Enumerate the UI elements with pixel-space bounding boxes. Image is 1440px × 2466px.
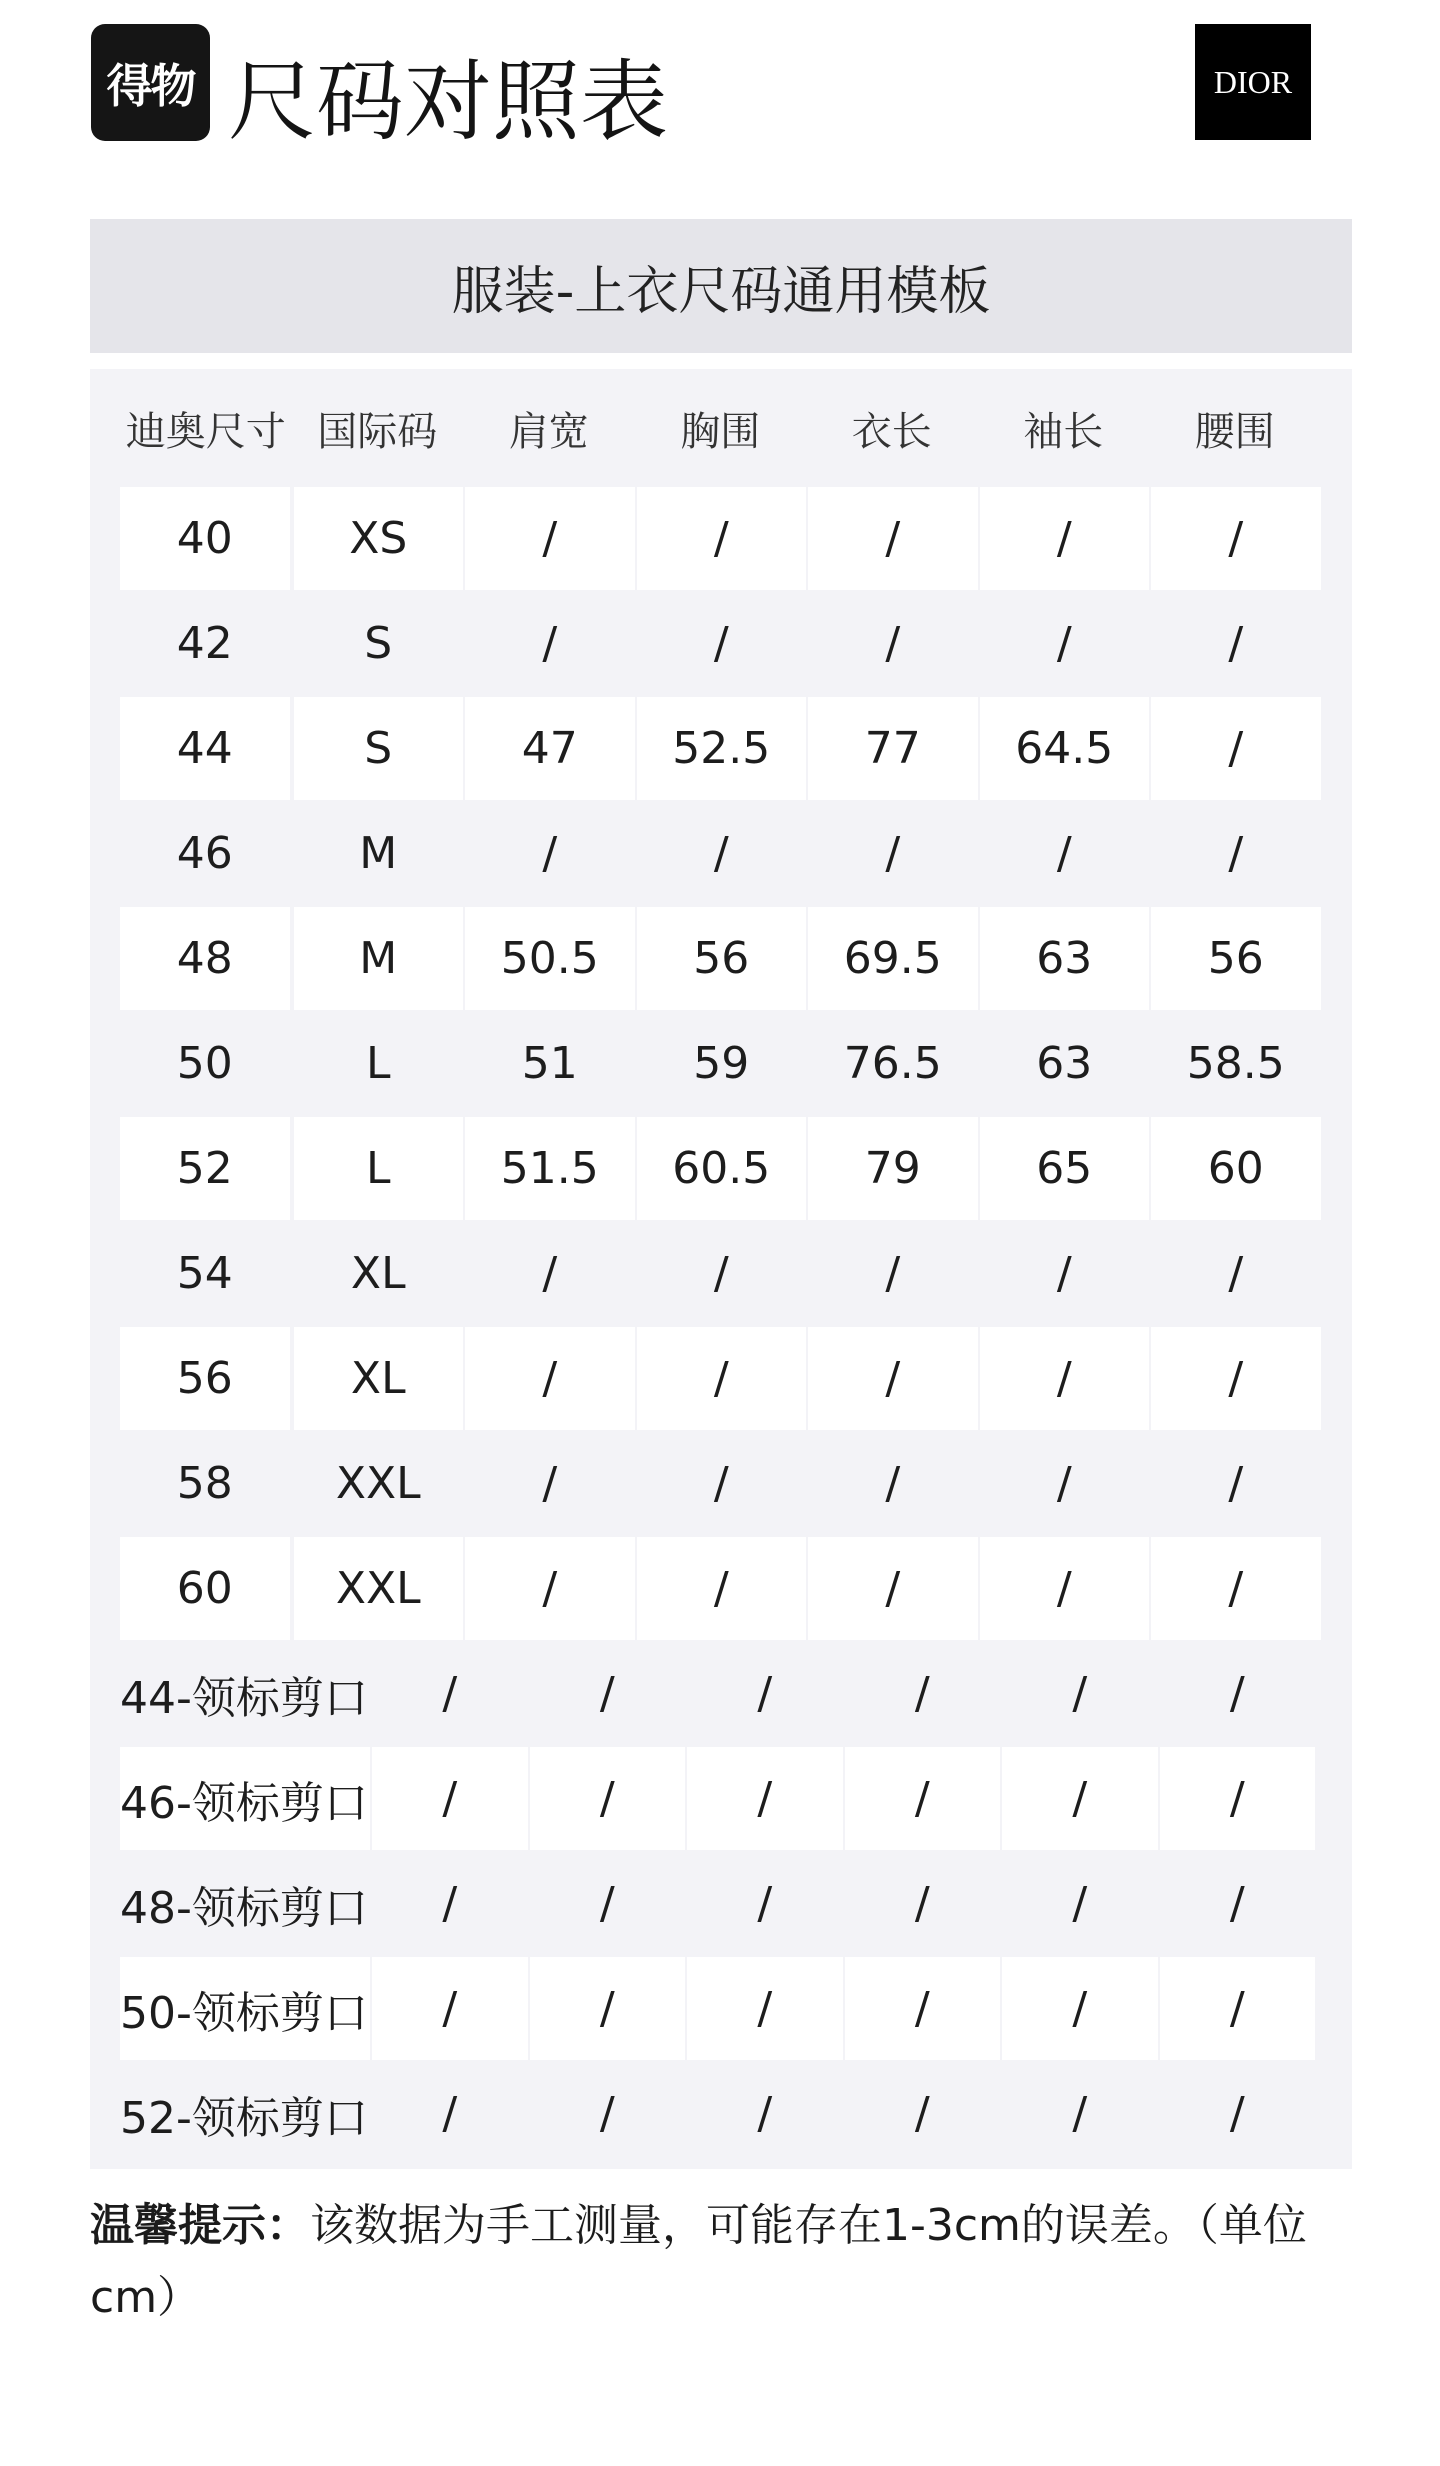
column-header: 衣长 bbox=[851, 408, 932, 455]
table-cell: 51 bbox=[521, 1038, 578, 1089]
table-cell: / bbox=[885, 618, 901, 669]
column-header: 袖长 bbox=[1023, 408, 1104, 455]
row-label-cell: 48-领标剪口 bbox=[120, 1882, 368, 1934]
table-cell: / bbox=[757, 1878, 773, 1929]
table-cell: / bbox=[465, 1537, 635, 1640]
table-cell: 50.5 bbox=[465, 907, 635, 1010]
table-cell: / bbox=[885, 828, 901, 879]
table-cell: M bbox=[359, 828, 398, 879]
app-logo: 得物 bbox=[91, 24, 210, 141]
row-size-cell: 54 bbox=[176, 1248, 233, 1299]
row-label-cell: 46-领标剪口 bbox=[120, 1747, 370, 1850]
table-cell: / bbox=[885, 1458, 901, 1509]
table-cell: / bbox=[713, 1458, 729, 1509]
table-cell: / bbox=[465, 487, 635, 590]
table-cell: / bbox=[599, 2088, 615, 2139]
table-cell: / bbox=[1160, 1747, 1316, 1850]
table-cell: S bbox=[294, 697, 464, 800]
table-cell: / bbox=[372, 1957, 528, 2060]
table-cell: 60.5 bbox=[637, 1117, 807, 1220]
table-cell: 79 bbox=[808, 1117, 978, 1220]
table-cell: / bbox=[1072, 2088, 1088, 2139]
table-cell: / bbox=[1056, 828, 1072, 879]
table-cell: / bbox=[1056, 1248, 1072, 1299]
table-cell: XXL bbox=[294, 1537, 464, 1640]
table-cell: 60 bbox=[1151, 1117, 1321, 1220]
table-cell: XS bbox=[294, 487, 464, 590]
table-cell: 77 bbox=[808, 697, 978, 800]
table-cell: 56 bbox=[1151, 907, 1321, 1010]
table-cell: / bbox=[1228, 828, 1244, 879]
table-cell: 63 bbox=[1036, 1038, 1093, 1089]
table-cell: / bbox=[530, 1747, 686, 1850]
table-cell: 58.5 bbox=[1186, 1038, 1285, 1089]
table-cell: / bbox=[1229, 1878, 1245, 1929]
row-size-cell: 40 bbox=[120, 487, 290, 590]
table-cell: / bbox=[713, 618, 729, 669]
table-cell: XL bbox=[294, 1327, 464, 1430]
table-cell: M bbox=[294, 907, 464, 1010]
table-cell: / bbox=[845, 1957, 1001, 2060]
table-cell: / bbox=[599, 1668, 615, 1719]
table-cell: / bbox=[1229, 2088, 1245, 2139]
table-cell: / bbox=[757, 1668, 773, 1719]
table-cell: / bbox=[637, 1327, 807, 1430]
row-size-cell: 52 bbox=[120, 1117, 290, 1220]
table-cell: / bbox=[1151, 1327, 1321, 1430]
table-cell: XXL bbox=[335, 1458, 421, 1509]
table-cell: / bbox=[1160, 1957, 1316, 2060]
tip-text: 该数据为手工测量，可能存在1-3cm的误差。（单位cm） bbox=[90, 2200, 1307, 2323]
table-cell: / bbox=[542, 1248, 558, 1299]
table-cell: XL bbox=[350, 1248, 406, 1299]
table-cell: 69.5 bbox=[808, 907, 978, 1010]
table-cell: / bbox=[637, 487, 807, 590]
row-label-cell: 44-领标剪口 bbox=[120, 1672, 368, 1724]
table-cell: / bbox=[542, 618, 558, 669]
table-cell: / bbox=[808, 487, 978, 590]
table-cell: / bbox=[914, 1668, 930, 1719]
table-cell: 51.5 bbox=[465, 1117, 635, 1220]
template-title: 服装-上衣尺码通用模板 bbox=[90, 219, 1352, 353]
table-cell: / bbox=[1229, 1668, 1245, 1719]
table-cell: / bbox=[885, 1248, 901, 1299]
table-cell: 59 bbox=[693, 1038, 750, 1089]
table-cell: / bbox=[1002, 1957, 1158, 2060]
table-cell: / bbox=[687, 1957, 843, 2060]
table-cell: / bbox=[599, 1878, 615, 1929]
row-size-cell: 42 bbox=[176, 618, 233, 669]
table-cell: / bbox=[442, 2088, 458, 2139]
table-cell: / bbox=[1228, 618, 1244, 669]
row-size-cell: 50 bbox=[176, 1038, 233, 1089]
row-size-cell: 44 bbox=[120, 697, 290, 800]
row-size-cell: 46 bbox=[176, 828, 233, 879]
table-cell: / bbox=[1056, 1458, 1072, 1509]
table-cell: L bbox=[294, 1117, 464, 1220]
page-title: 尺码对照表 bbox=[228, 50, 669, 153]
table-cell: / bbox=[442, 1668, 458, 1719]
column-header: 胸围 bbox=[680, 408, 761, 455]
tip-note bbox=[90, 2190, 1380, 2334]
table-cell: / bbox=[687, 1747, 843, 1850]
table-cell: / bbox=[980, 1537, 1150, 1640]
table-cell: 56 bbox=[637, 907, 807, 1010]
column-header: 国际码 bbox=[317, 408, 438, 455]
table-cell: 64.5 bbox=[980, 697, 1150, 800]
table-cell: / bbox=[465, 1327, 635, 1430]
table-cell: / bbox=[1151, 1537, 1321, 1640]
tip-label: 温馨提示： bbox=[90, 2200, 310, 2251]
table-cell: / bbox=[1056, 618, 1072, 669]
table-cell: 47 bbox=[465, 697, 635, 800]
brand-logo: DIOR bbox=[1195, 24, 1311, 140]
table-cell: / bbox=[980, 487, 1150, 590]
table-cell: / bbox=[845, 1747, 1001, 1850]
row-size-cell: 56 bbox=[120, 1327, 290, 1430]
table-cell: / bbox=[1151, 487, 1321, 590]
table-cell: / bbox=[808, 1327, 978, 1430]
table-cell: / bbox=[530, 1957, 686, 2060]
table-cell: / bbox=[713, 828, 729, 879]
table-cell: / bbox=[1151, 697, 1321, 800]
column-header: 腰围 bbox=[1194, 408, 1275, 455]
table-cell: / bbox=[808, 1537, 978, 1640]
table-cell: / bbox=[914, 1878, 930, 1929]
row-size-cell: 48 bbox=[120, 907, 290, 1010]
table-cell: 63 bbox=[980, 907, 1150, 1010]
table-cell: L bbox=[365, 1038, 391, 1089]
table-cell: / bbox=[1072, 1668, 1088, 1719]
table-cell: / bbox=[637, 1537, 807, 1640]
table-cell: / bbox=[1072, 1878, 1088, 1929]
column-header: 肩宽 bbox=[508, 408, 589, 455]
row-label-cell: 50-领标剪口 bbox=[120, 1957, 370, 2060]
table-cell: 52.5 bbox=[637, 697, 807, 800]
row-size-cell: 60 bbox=[120, 1537, 290, 1640]
table-cell: / bbox=[1228, 1458, 1244, 1509]
size-table bbox=[90, 369, 1352, 2169]
column-header: 迪奥尺寸 bbox=[125, 408, 286, 455]
table-cell: / bbox=[372, 1747, 528, 1850]
table-cell: / bbox=[542, 828, 558, 879]
table-cell: / bbox=[980, 1327, 1150, 1430]
table-cell: 65 bbox=[980, 1117, 1150, 1220]
row-label-cell: 52-领标剪口 bbox=[120, 2092, 368, 2144]
table-cell: / bbox=[442, 1878, 458, 1929]
table-cell: / bbox=[542, 1458, 558, 1509]
row-size-cell: 58 bbox=[176, 1458, 233, 1509]
table-cell: 76.5 bbox=[843, 1038, 942, 1089]
table-cell: / bbox=[713, 1248, 729, 1299]
table-cell: / bbox=[1228, 1248, 1244, 1299]
table-cell: / bbox=[1002, 1747, 1158, 1850]
table-cell: S bbox=[364, 618, 393, 669]
table-cell: / bbox=[757, 2088, 773, 2139]
table-cell: / bbox=[914, 2088, 930, 2139]
